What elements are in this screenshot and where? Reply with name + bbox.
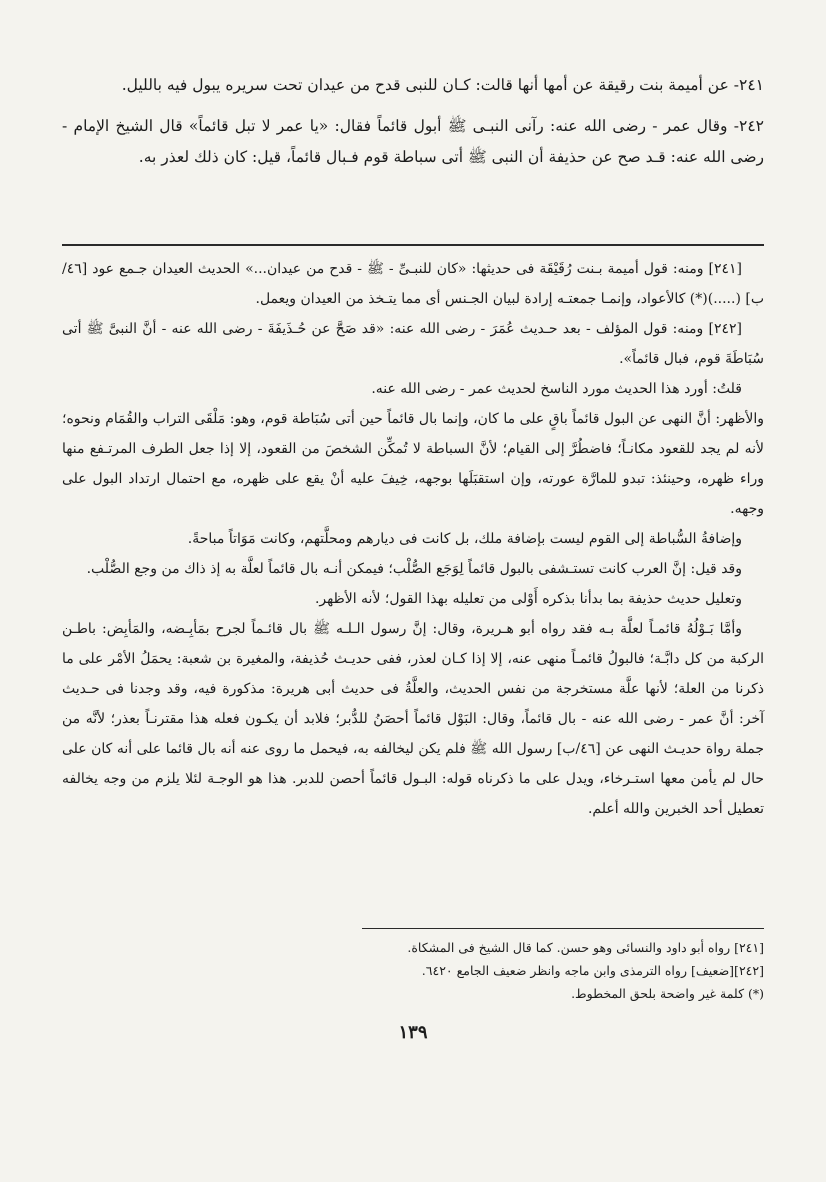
- commentary-amma: وأمَّا بَـوْلُهُ قائمـاً لعلَّة بـه فقد رواه أبو هـريرة، وقال: إنَّ رسول الـلـه ﷺ بال قائـماً لجرح بمَأبِـضه، والمَأبِض: باطـن الركبة من كل دابَّـة؛ فالبولُ قائمـاً منهى عنه، إلا إذا كـان لعذر، ففى حديـث حُذيفة، والمغيرة بن شعبة: يحمَلُ الأمْر على ما ذكرنا من العلة؛ لأنها علَّة مستخرجة من نفس الحديث، والعلَّةُ فى حديث أبى هريرة: مذكورة فيه، وقد وجدنا فى حـديث آخر: أنَّ عمر - رضى الله عنه - بال قائماً، وقال: البَوْل قائماً أحصَنُ للدُّبر؛ فلابد أن يكـون فعله هذا مقترنـاً بعذر؛ لأنَّه من جملة رواة حديـث النهى عن [٤٦/ب] رسول الله ﷺ فلم يكن ليخالفه به، فيحمل ما روى عنه أنه بال قائما على أنه كان على حال لم يأمن معها استـرخاء، ويدل على ما ذكرناه قوله: البـول قائماً أحصن للدبر. هذا هو الوجـة لئلا يلزم من وجه يخالفه تعطيل أحد الخبرين والله أعلم.: [62, 621, 764, 817]
- hadith-242: ٢٤٢- وقال عمر - رضى الله عنه: رآنى النبـى ﷺ أبول قائماً فقال: «يا عمر لا تبل قائماً» قال الشيخ الإمام - رضى الله عنه: قـد صح عن حذيفة أن النبى ﷺ أتى سباطة قوم فـبال قائماً، قيل: كان ذلك لعذر به.: [62, 117, 765, 166]
- footnotes: [62, 936, 764, 1005]
- section-divider: [62, 244, 764, 246]
- commentary-242: [٢٤٢] ومنه: قول المؤلف - بعد حـديث عُمَرَ - رضى الله عنه: «قد صَحَّ عن حُـذَيفَةَ - رضى الله عنه - أنَّ النبىَّ ﷺ أتى سُبَاطَةَ قوم، فبال قائماً».: [62, 321, 764, 367]
- commentary-qultu: قلتُ: أورد هذا الحديث مورد الناسخ لحديث عمر - رضى الله عنه.: [371, 381, 742, 397]
- page-number: ١٣٩: [398, 1022, 428, 1043]
- commentary-241: [٢٤١] ومنه: قول أميمة بـنت رُقَيْقَة فى حديثها: «كان للنبـىِّ - ﷺ - قدح من عيدان...» الحديث العيدان جـمع عود [٤٦/ب] (.....)(*) كالأعواد، وإنمـا جمعتـه إرادة لبيان الجـنس أى مما يتـخذ من العيدان ويعمل.: [62, 261, 764, 307]
- commentary-talil: وتعليل حديث حذيفة بما بدأنا بذكره أَوْلى من تعليله بهذا القول؛ لأنه الأظهر.: [314, 591, 742, 607]
- hadith-241: ٢٤١- عن أميمة بنت رقيقة عن أمها أنها قالت: كـان للنبى قدح من عيدان تحت سريره يبول فيه بالليل.: [121, 76, 764, 94]
- hadith-main-text: [62, 70, 764, 173]
- footnote-star: (*) كلمة غير واضحة بلحق المخطوط.: [571, 986, 764, 1001]
- commentary-qila: وقد قيل: إنَّ العرب كانت تستـشفى بالبول قائماً لِوَجَع الصُّلْب؛ فيمكن أنـه بال قائماً لعلَّة به إذ ذاك من وجع الصُّلْب.: [86, 561, 742, 577]
- commentary-idafa: وإضافةُ السُّباطة إلى القوم ليست بإضافة ملك، بل كانت فى ديارهم ومحلَّتهم، وكانت مَوَاتاً مباحةً.: [187, 531, 742, 547]
- commentary-alazhar: والأظهر: أنَّ النهى عن البول قائماً باقٍ على ما كان، وإنما بال قائماً حين أتى سُبَاطة قوم، وهو: مَلْقَى التراب والقُمَام ونحوه؛ لأنه لم يجد للقعود مكانـاً؛ فاضطُرَّ إلى القيام؛ لأنَّ السباطة لا تُمكِّن الشخصَ من القعود، إلا إذا جعل الطرف المرتـفع منها وراء ظهره، وحينئذ: تبدو للمارَّة عورته، وإن استقبَلَها بوجهه، خِيفَ عليه أنْ يقع على ظهره، مع احتمال ارتداد البول على وجهه.: [62, 411, 764, 517]
- commentary-text: [62, 254, 764, 824]
- footnote-242: [٢٤٢][ضعيف] رواه الترمذى وابن ماجه وانظر ضعيف الجامع ٦٤٢٠.: [421, 963, 764, 978]
- footnote-divider: [362, 928, 764, 929]
- footnote-241: [٢٤١] رواه أبو داود والنسائى وهو حسن. كما قال الشيخ فى المشكاة.: [407, 940, 764, 955]
